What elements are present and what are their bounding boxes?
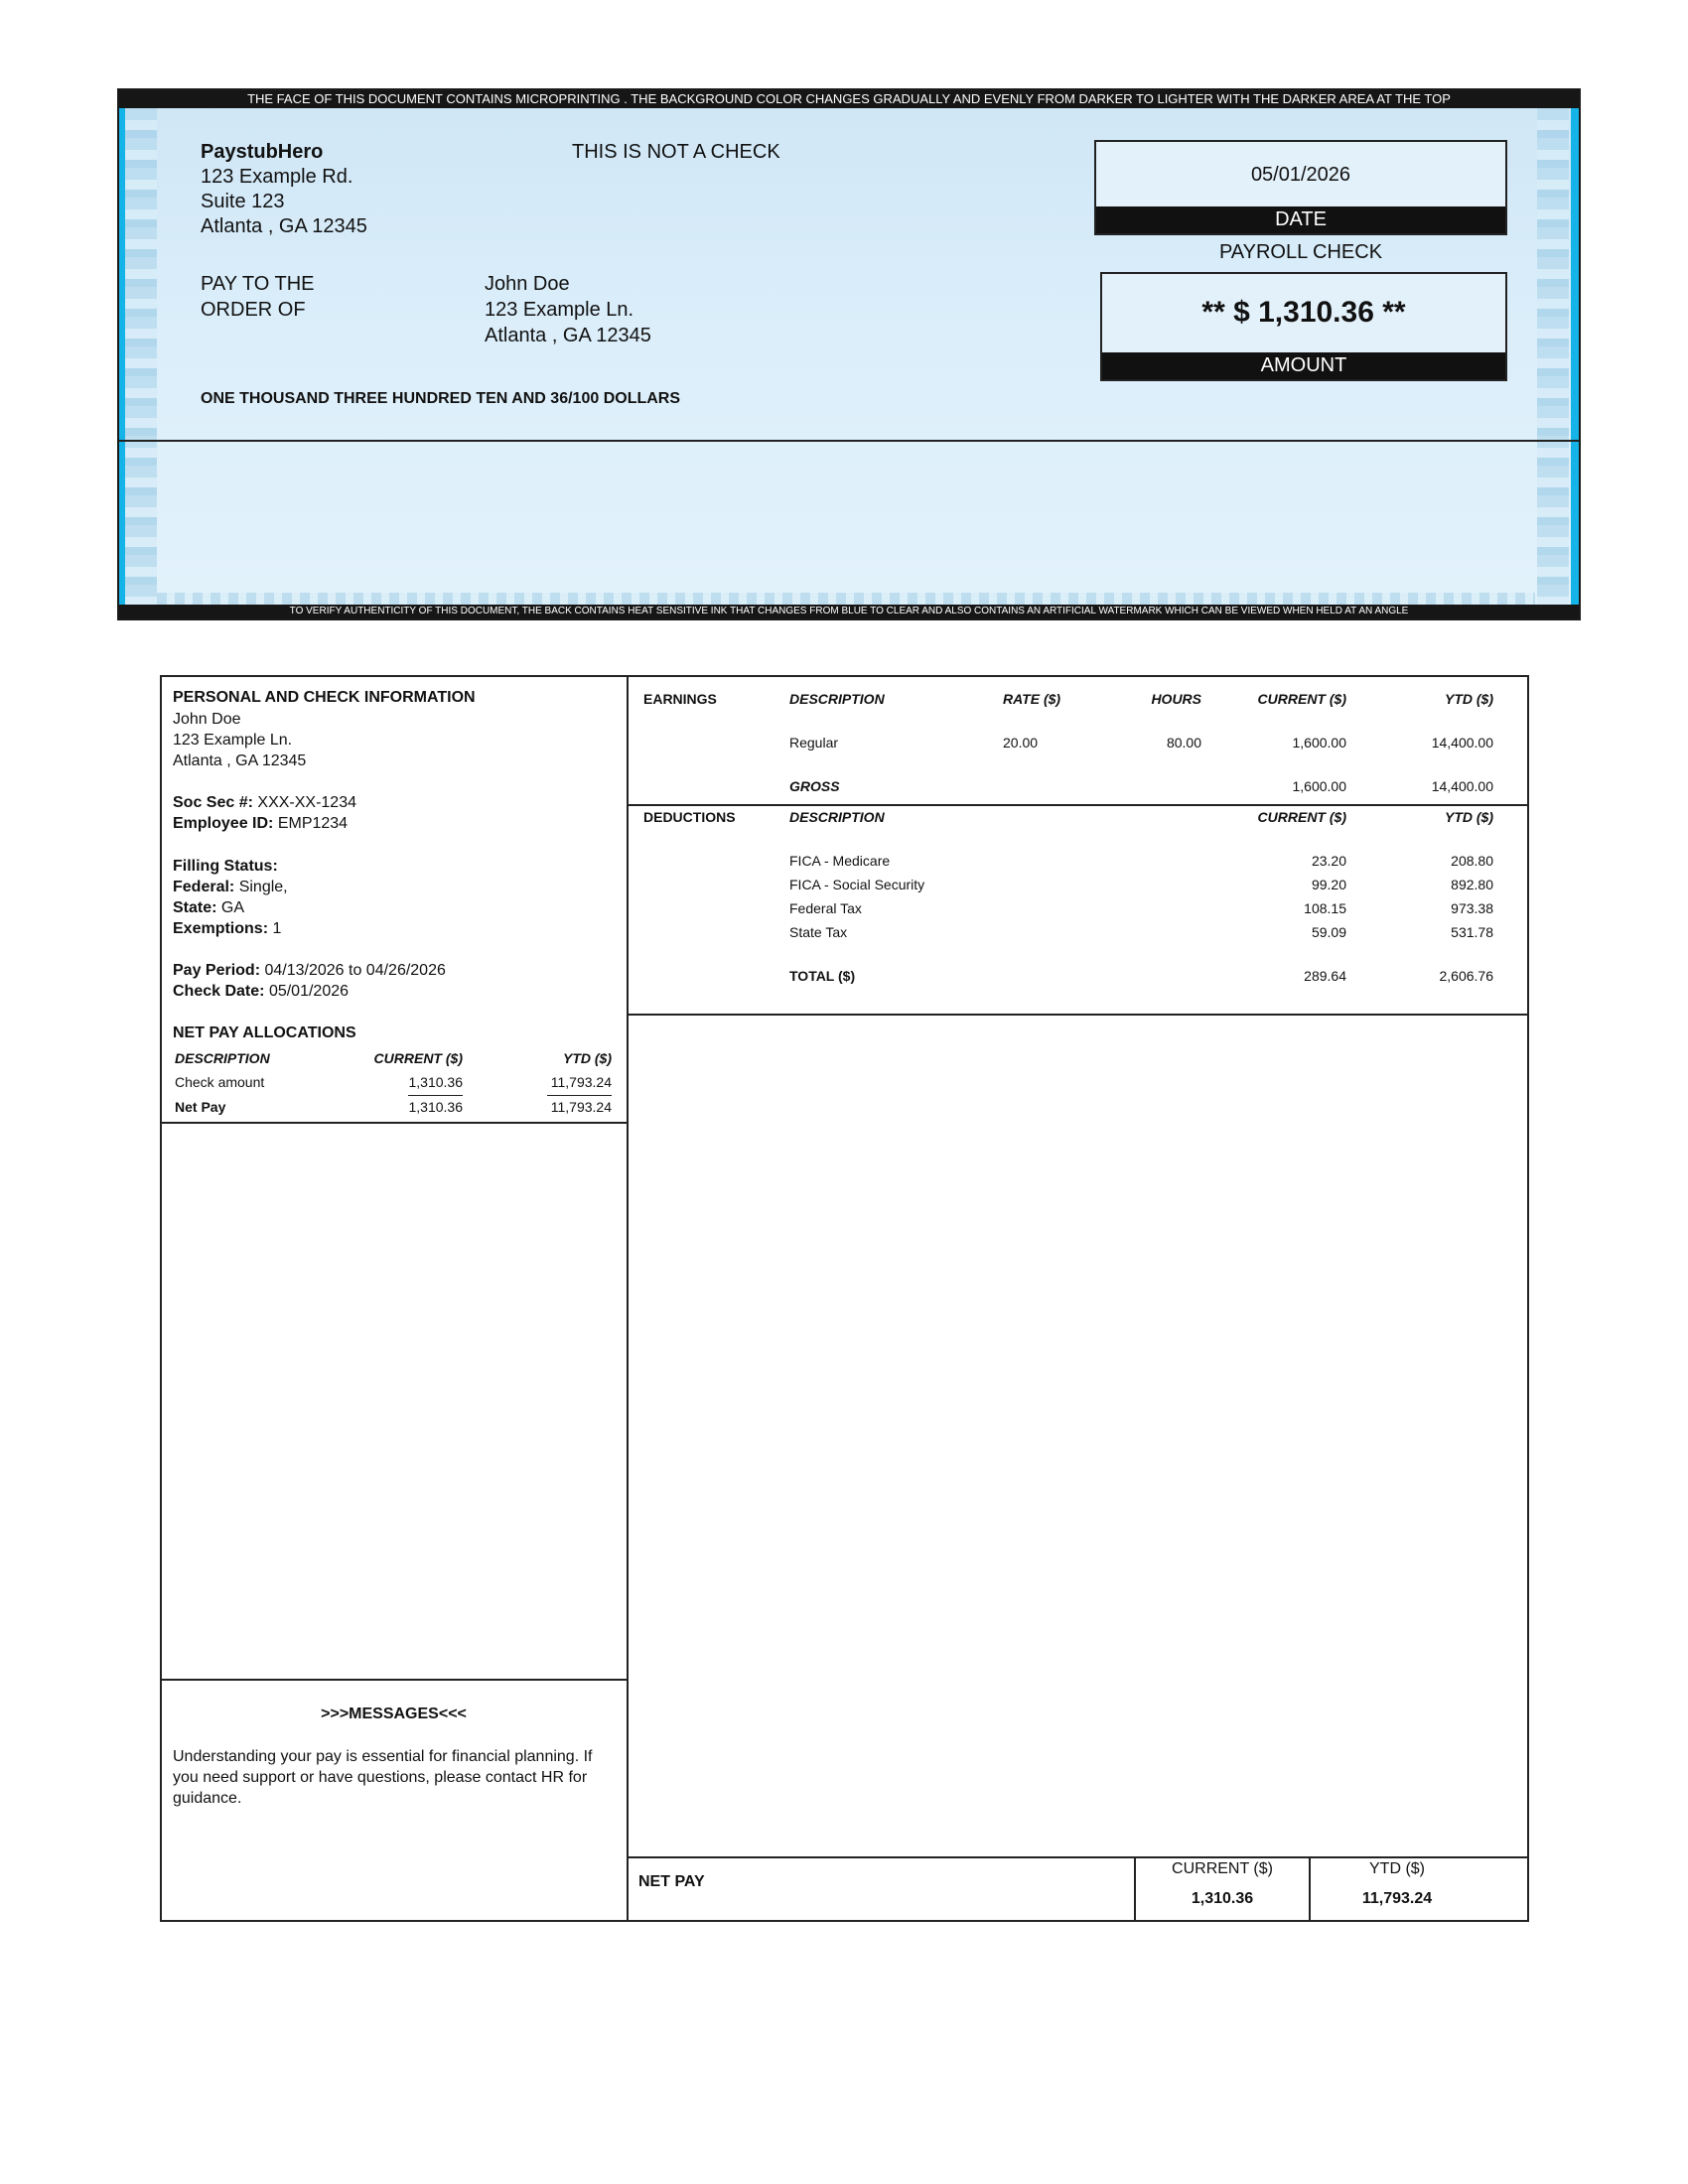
deduction-desc-federal-tax: Federal Tax [789,900,862,916]
microprint-bottom: TO VERIFY AUTHENTICITY OF THIS DOCUMENT, THE BACK CONTAINS HEAT SENSITIVE INK THAT CHANGES FROM BLUE TO CLEAR AND ALSO CONTAINS AN ARTIFICIAL WATERMARK WHICH CAN BE VIEWED WHEN HELD AT AN ANGLE [119,605,1579,618]
earnings-col-ytd: YTD ($) [1445,691,1493,707]
microprint-top: THE FACE OF THIS DOCUMENT CONTAINS MICROPRINTING . THE BACKGROUND COLOR CHANGES GRADUALLY AND EVENLY FROM DARKER TO LIGHTER WITH THE DARKER AREA AT THE TOP [119,90,1579,108]
deductions-section-label: DEDUCTIONS [643,809,736,825]
company-city: Atlanta , GA 12345 [201,215,367,237]
check-date-label: Check Date: [173,983,265,1000]
deductions-bottom-rule [628,1014,1528,1016]
federal-row [173,877,288,897]
check-border-right [1571,108,1579,605]
earnings-row-desc: Regular [789,735,839,751]
netpay-label: NET PAY [638,1873,705,1890]
earnings-row-ytd: 14,400.00 [1431,735,1493,751]
check-divider [119,440,1579,442]
company-address1: 123 Example Rd. [201,166,353,188]
employee-city: Atlanta , GA 12345 [173,752,307,769]
netpay-col-current: CURRENT ($) [1172,1860,1273,1877]
netpay-ytd: 11,793.24 [1361,1890,1433,1907]
pay-to-label-1: PAY TO THE [201,273,315,295]
earnings-col-description: DESCRIPTION [789,691,885,707]
earnings-row-rate: 20.00 [1003,735,1039,751]
filing-status-label: Filling Status: [173,858,278,875]
message-line-2: you need support or have questions, please contact HR for [173,1769,588,1786]
check-pattern-right [1537,108,1569,605]
deduction-ytd-state-tax: 531.78 [1451,924,1493,940]
earnings-section-label: EARNINGS [643,691,717,707]
company-name: PaystubHero [201,141,324,163]
allocations-bottom-rule [160,1122,628,1124]
alloc-col-ytd: YTD ($) [563,1050,612,1066]
exemptions-label: Exemptions: [173,920,269,937]
federal-label: Federal: [173,879,235,895]
pay-period-row [173,960,446,981]
check-amount: ** $ 1,310.36 ** [1201,296,1406,329]
earnings-col-hours: HOURS [1151,691,1201,707]
deduction-desc-social-security: FICA - Social Security [789,877,925,892]
alloc-col-description: DESCRIPTION [175,1050,270,1066]
earnings-row-hours: 80.00 [1166,735,1201,751]
deduction-current-social-security: 99.20 [1311,877,1346,892]
netpay-current: 1,310.36 [1191,1890,1254,1907]
alloc-underline-current [408,1095,463,1096]
alloc-netpay-ytd: 11,793.24 [550,1099,612,1115]
personal-heading: PERSONAL AND CHECK INFORMATION [173,689,476,706]
message-line-3: guidance. [173,1790,242,1807]
stub-column-divider [627,675,629,1922]
message-line-1: Understanding your pay is essential for financial planning. If [173,1748,593,1765]
payroll-check-label: PAYROLL CHECK [1218,241,1383,263]
deductions-col-description: DESCRIPTION [789,809,885,825]
alloc-row-ytd: 11,793.24 [550,1074,612,1090]
earnings-col-current: CURRENT ($) [1257,691,1346,707]
deductions-col-current: CURRENT ($) [1257,809,1346,825]
deduction-desc-medicare: FICA - Medicare [789,853,891,869]
amount-label: AMOUNT [1102,352,1505,379]
state-label: State: [173,899,217,916]
earnings-row-current: 1,600.00 [1292,735,1346,751]
not-a-check-notice: THIS IS NOT A CHECK [572,141,780,163]
date-box [1094,140,1507,235]
payee-name: John Doe [485,273,570,295]
payee-address: 123 Example Ln. [485,299,634,321]
deduction-desc-state-tax: State Tax [789,924,848,940]
amount-in-words: ONE THOUSAND THREE HUNDRED TEN AND 36/100 DOLLARS [201,390,681,407]
state-row [173,897,244,918]
employee-name: John Doe [173,711,241,728]
employee-id-row [173,813,348,834]
amount-box [1100,272,1507,381]
deduction-current-state-tax: 59.09 [1311,924,1346,940]
state-value: GA [220,899,245,916]
pay-period-value: 04/13/2026 to 04/26/2026 [264,962,446,979]
exemptions-value: 1 [272,920,282,937]
check-date-row [173,981,349,1002]
pay-period-label: Pay Period: [173,962,261,979]
employee-id-label: Employee ID: [173,815,274,832]
earnings-bottom-rule [628,804,1528,806]
gross-label: GROSS [789,778,840,794]
gross-current: 1,600.00 [1292,778,1346,794]
payee-city: Atlanta , GA 12345 [485,325,651,346]
messages-top-rule [160,1679,628,1681]
deductions-total-ytd: 2,606.76 [1439,968,1493,984]
alloc-underline-ytd [547,1095,612,1096]
deduction-ytd-medicare: 208.80 [1451,853,1493,869]
federal-value: Single, [238,879,288,895]
deductions-total-label: TOTAL ($) [789,968,856,984]
employee-id-value: EMP1234 [277,815,349,832]
company-address2: Suite 123 [201,191,285,212]
messages-heading: >>>MESSAGES<<< [321,1706,467,1722]
netpay-col-ytd: YTD ($) [1369,1860,1425,1877]
deduction-ytd-federal-tax: 973.38 [1451,900,1493,916]
deductions-total-current: 289.64 [1304,968,1346,984]
exemptions-row [173,918,281,939]
gross-ytd: 14,400.00 [1431,778,1493,794]
date-label: DATE [1096,206,1505,233]
check-date-value: 05/01/2026 [268,983,350,1000]
check-date: 05/01/2026 [1250,164,1351,186]
allocations-heading: NET PAY ALLOCATIONS [173,1024,356,1041]
deduction-current-medicare: 23.20 [1311,853,1346,869]
deduction-ytd-social-security: 892.80 [1451,877,1493,892]
check-pattern-left [125,108,157,605]
earnings-col-rate: RATE ($) [1003,691,1061,707]
alloc-row-desc: Check amount [175,1074,265,1090]
alloc-col-current: CURRENT ($) [373,1050,463,1066]
alloc-row-current: 1,310.36 [408,1074,463,1090]
alloc-netpay-current: 1,310.36 [408,1099,463,1115]
employee-address: 123 Example Ln. [173,732,293,749]
check-pattern-bottom [157,593,1535,605]
deduction-current-federal-tax: 108.15 [1304,900,1346,916]
alloc-netpay-desc: Net Pay [175,1099,226,1115]
ssn-row [173,792,356,813]
deductions-col-ytd: YTD ($) [1445,809,1493,825]
ssn-value: XXX-XX-1234 [257,794,356,811]
payroll-check [117,88,1581,620]
pay-to-label-2: ORDER OF [201,299,306,321]
ssn-label: Soc Sec #: [173,794,253,811]
